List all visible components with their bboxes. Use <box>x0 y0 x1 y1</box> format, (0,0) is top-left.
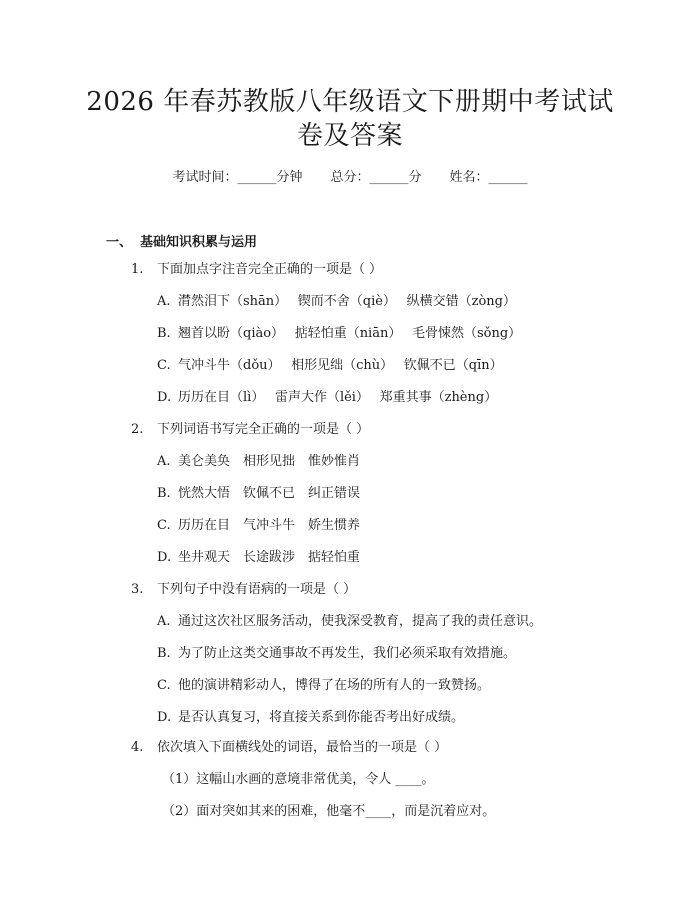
exam-time-field: 考试时间：______分钟 <box>172 170 303 185</box>
option-text: 坐井观天 长途跋涉 掂轻怕重 <box>178 550 361 565</box>
option-label: B. <box>157 326 171 341</box>
question-4-sub-2: （2）面对突如其来的困难，他毫不____，而是沉着应对。 <box>162 804 496 819</box>
question-3-option-b <box>157 645 516 663</box>
question-2-option-d <box>157 549 360 567</box>
question-text: 依次填入下面横线处的词语，最恰当的一项是（ ） <box>157 740 448 755</box>
question-text: 下列词语书写完全正确的一项是（ ） <box>157 422 370 437</box>
question-3-option-c <box>157 677 490 695</box>
option-text: 恍然大悟 钦佩不已 纠正错误 <box>178 486 361 501</box>
option-text: 是否认真复习，将直接关系到你能否考出好成绩。 <box>178 710 465 725</box>
question-text: 下列句子中没有语病的一项是（ ） <box>157 582 357 597</box>
question-1-option-c <box>157 357 503 375</box>
option-label: A. <box>157 614 171 629</box>
question-1 <box>131 261 382 279</box>
question-3-option-d <box>157 709 464 727</box>
question-number: 4. <box>131 740 144 755</box>
option-label: D. <box>157 710 172 725</box>
question-number: 1. <box>131 262 144 277</box>
exam-title-line-1: 2026 年春苏教版八年级语文下册期中考试试 <box>86 87 614 117</box>
option-text: 翘首以盼（qiào） 掂轻怕重（niān） 毛骨悚然（sǒng） <box>178 326 522 341</box>
question-2 <box>131 421 369 439</box>
question-3-option-a <box>157 613 542 631</box>
option-label: D. <box>157 550 172 565</box>
question-2-option-b <box>157 485 360 503</box>
exam-title-line-2: 卷及答案 <box>296 121 403 151</box>
option-label: C. <box>157 678 171 693</box>
total-score-field: 总分：______分 <box>330 170 422 185</box>
question-4 <box>131 739 447 757</box>
option-label: C. <box>157 518 171 533</box>
option-text: 历历在目 气冲斗牛 娇生惯养 <box>178 518 361 533</box>
option-text: 为了防止这类交通事故不再发生，我们必须采取有效措施。 <box>178 646 517 661</box>
section-title: 基础知识积累与运用 <box>140 235 258 250</box>
exam-meta <box>0 169 700 187</box>
student-name-field: 姓名：______ <box>449 170 528 185</box>
option-text: 历历在目（lì） 雷声大作（lěi） 郑重其事（zhèng） <box>178 390 498 405</box>
option-label: C. <box>157 358 171 373</box>
question-1-option-b <box>157 325 521 343</box>
option-label: B. <box>157 486 171 501</box>
option-label: A. <box>157 454 171 469</box>
option-label: D. <box>157 390 172 405</box>
question-2-option-c <box>157 517 360 535</box>
section-number: 一、 <box>106 235 133 250</box>
question-3 <box>131 581 356 599</box>
option-text: 气冲斗牛（dǒu） 相形见绌（chù） 钦佩不已（qīn） <box>178 358 503 373</box>
question-1-option-d <box>157 389 497 407</box>
question-number: 2. <box>131 422 144 437</box>
question-number: 3. <box>131 582 144 597</box>
section-heading <box>106 231 257 250</box>
question-4-sub-1: （1）这幅山水画的意境非常优美，令人 ____。 <box>162 772 435 787</box>
option-text: 他的演讲精彩动人，博得了在场的所有人的一致赞扬。 <box>178 678 491 693</box>
option-label: A. <box>157 294 171 309</box>
option-text: 潸然泪下（shān） 锲而不舍（qiè） 纵横交错（zòng） <box>178 294 516 309</box>
question-1-option-a <box>157 293 516 311</box>
option-label: B. <box>157 646 171 661</box>
option-text: 美仑美奂 相形见拙 惟妙惟肖 <box>178 454 361 469</box>
option-text: 通过这次社区服务活动，使我深受教育，提高了我的责任意识。 <box>178 614 543 629</box>
question-2-option-a <box>157 453 360 471</box>
question-text: 下面加点字注音完全正确的一项是（ ） <box>157 262 383 277</box>
